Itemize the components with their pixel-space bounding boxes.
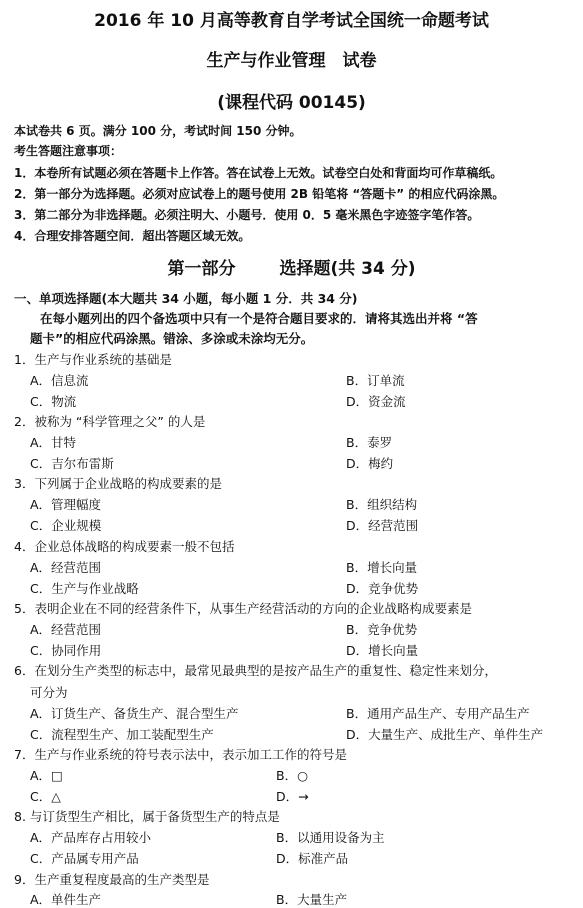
exam-title: 2016 年 10 月高等教育自学考试全国统一命题考试	[94, 11, 489, 31]
option-c: C．物流	[30, 394, 77, 409]
option-a: A．订货生产、备货生产、混合型生产	[30, 706, 239, 721]
option-b: B．通用产品生产、专用产品生产	[346, 706, 530, 721]
option-a: A．□	[30, 768, 63, 783]
note-item: 2．第一部分为选择题。必须对应试卷上的题号使用 2B 铅笔将 “答题卡” 的相应代码涂黑。	[14, 187, 505, 201]
option-b: B．订单流	[346, 373, 405, 388]
option-a: A．管理幅度	[30, 497, 102, 512]
notes-heading: 考生答题注意事项：	[14, 144, 123, 158]
option-a: A．单件生产	[30, 892, 102, 907]
option-d: D．梅约	[346, 456, 394, 471]
option-c: C．吉尔布雷斯	[30, 456, 114, 471]
question-stem: 3．下列属于企业战略的构成要素的是	[14, 476, 222, 491]
option-c: C．协同作用	[30, 643, 102, 658]
course-code: (课程代码 00145)	[217, 93, 366, 113]
exam-subtitle: 生产与作业管理 试卷	[206, 51, 377, 71]
question-stem: 7．生产与作业系统的符号表示法中，表示加工工作的符号是	[14, 747, 347, 762]
exam-intro: 本试卷共 6 页。满分 100 分，考试时间 150 分钟。	[14, 124, 302, 138]
option-a: A．经营范围	[30, 622, 102, 637]
question-stem: 8. 与订货型生产相比，属于备货型生产的特点是	[14, 809, 280, 824]
option-d: D．经营范围	[346, 518, 419, 533]
question-stem: 9．生产重复程度最高的生产类型是	[14, 872, 210, 887]
section-instruction: 题卡”的相应代码涂黑。错涂、多涂或未涂均无分。	[30, 331, 314, 346]
option-b: B．泰罗	[346, 435, 393, 450]
section-instruction: 在每小题列出的四个备选项中只有一个是符合题目要求的．请将其选出并将 “答	[40, 311, 478, 326]
note-item: 4．合理安排答题空间．超出答题区域无效。	[14, 229, 251, 243]
option-d: D．大量生产、成批生产、单件生产	[346, 727, 544, 742]
option-a: A．经营范围	[30, 560, 102, 575]
option-b: B．大量生产	[276, 892, 348, 907]
question-stem: 2．被称为 “科学管理之父” 的人是	[14, 414, 206, 429]
part-heading	[0, 254, 583, 279]
question-stem: 6．在划分生产类型的标志中，最常见最典型的是按产品生产的重复性、稳定性来划分，	[14, 663, 497, 678]
option-c: C．企业规模	[30, 518, 102, 533]
note-item: 1．本卷所有试题必须在答题卡上作答。答在试卷上无效。试卷空白处和背面均可作草稿纸。	[14, 166, 503, 180]
part-label: 第一部分	[167, 259, 236, 279]
option-c: C．△	[30, 789, 61, 804]
note-item: 3．第二部分为非选择题。必须注明大、小题号．使用 0．5 毫米黑色字迹签字笔作答。	[14, 208, 480, 222]
option-c: C．产品属专用产品	[30, 851, 139, 866]
option-b: B．竞争优势	[346, 622, 418, 637]
option-c: C．流程型生产、加工装配型生产	[30, 727, 214, 742]
question-stem: 5．表明企业在不同的经营条件下，从事生产经营活动的方向的企业战略构成要素是	[14, 601, 472, 616]
option-a: A．甘特	[30, 435, 77, 450]
part-title: 选择题(共 34 分)	[279, 259, 416, 279]
option-a: A．产品库存占用较小	[30, 830, 152, 845]
question-stem: 4．企业总体战略的构成要素一般不包括	[14, 539, 235, 554]
option-d: D．标准产品	[276, 851, 349, 866]
question-stem: 1．生产与作业系统的基础是	[14, 352, 172, 367]
section-heading: 一、单项选择题(本大题共 34 小题，每小题 1 分．共 34 分)	[14, 291, 358, 306]
option-c: C．生产与作业战略	[30, 581, 139, 596]
option-b: B．增长向量	[346, 560, 418, 575]
option-d: D．增长向量	[346, 643, 419, 658]
option-a: A．信息流	[30, 373, 89, 388]
option-b: B．以通用设备为主	[276, 830, 385, 845]
option-b: B．○	[276, 768, 308, 783]
option-b: B．组织结构	[346, 497, 418, 512]
option-d: D．资金流	[346, 394, 406, 409]
question-stem-continued: 可分为	[30, 685, 68, 700]
option-d: D．竞争优势	[346, 581, 419, 596]
option-d: D．→	[276, 789, 309, 804]
